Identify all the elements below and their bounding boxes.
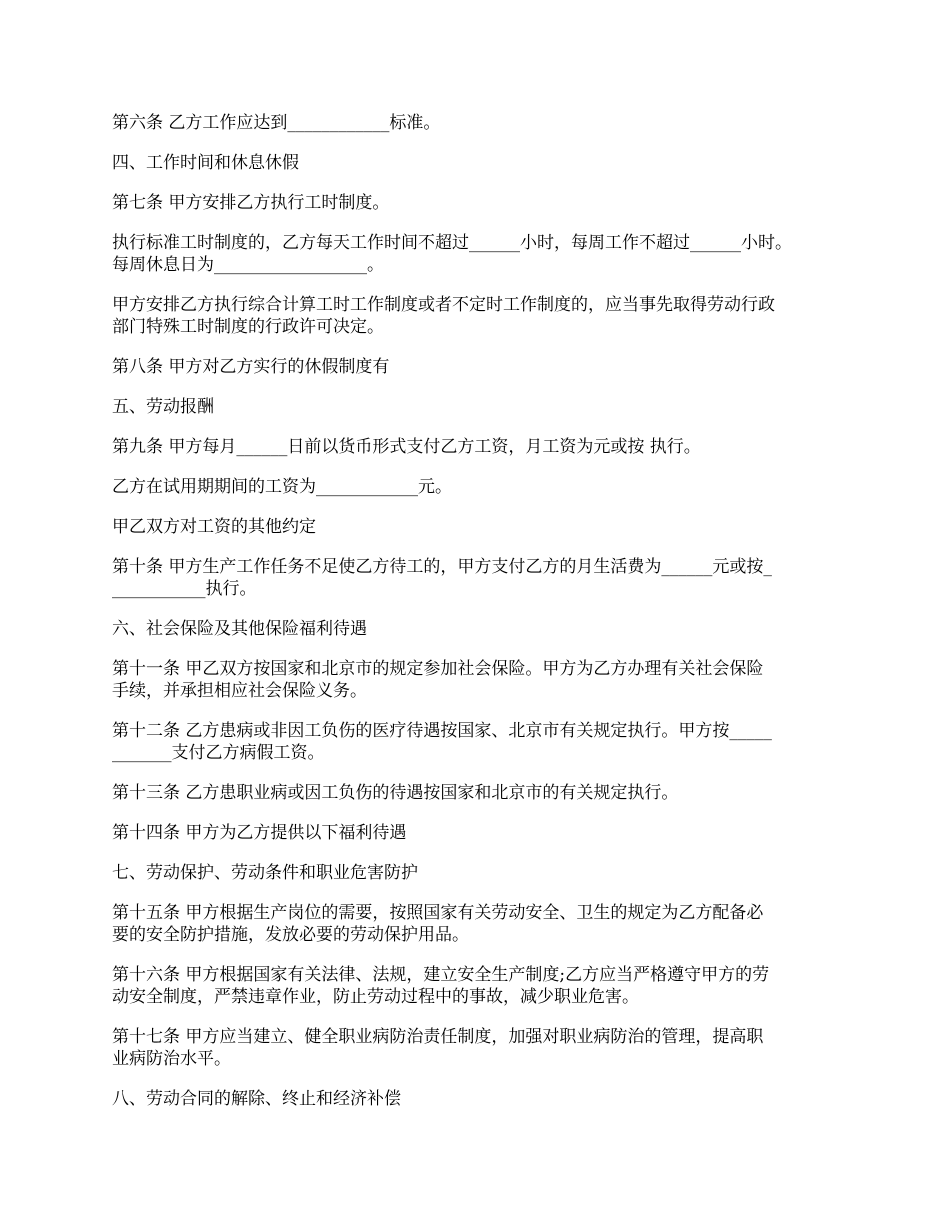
paragraph-line: _______支付乙方病假工资。	[112, 743, 325, 763]
paragraph	[112, 516, 852, 538]
paragraph	[112, 782, 852, 804]
paragraph-line: 第六条 乙方工作应达到____________标准。	[112, 113, 441, 133]
paragraph-line: 四、工作时间和休息休假	[112, 153, 299, 173]
paragraph-line: 第十一条 甲乙双方按国家和北京市的规定参加社会保险。甲方为乙方办理有关社会保险	[112, 659, 764, 679]
paragraph	[112, 720, 852, 764]
paragraph	[112, 618, 852, 640]
paragraph	[112, 862, 852, 884]
paragraph-line: 每周休息日为__________________。	[112, 255, 384, 275]
paragraph	[112, 1026, 852, 1070]
paragraph-line: 手续，并承担相应社会保险义务。	[112, 681, 367, 701]
paragraph	[112, 902, 852, 946]
paragraph	[112, 396, 852, 418]
paragraph-line: 第九条 甲方每月______日前以货币形式支付乙方工资，月工资为元或按 执行。	[112, 437, 701, 457]
paragraph	[112, 822, 852, 844]
paragraph-line: 甲方安排乙方执行综合计算工时工作制度或者不定时工作制度的，应当事先取得劳动行政	[112, 295, 775, 315]
paragraph	[112, 356, 852, 378]
paragraph	[112, 556, 852, 600]
paragraph	[112, 112, 852, 134]
paragraph-line: 第十六条 甲方根据国家有关法律、法规，建立安全生产制度;乙方应当严格遵守甲方的劳	[112, 965, 770, 985]
paragraph-line: 第十二条 乙方患病或非因工负伤的医疗待遇按国家、北京市有关规定执行。甲方按_____	[112, 721, 772, 741]
paragraph	[112, 294, 852, 338]
paragraph	[112, 152, 852, 174]
paragraph	[112, 476, 852, 498]
paragraph-line: 第十三条 乙方患职业病或因工负伤的待遇按国家和北京市的有关规定执行。	[112, 783, 679, 803]
paragraph	[112, 658, 852, 702]
paragraph	[112, 192, 852, 214]
paragraph-line: 六、社会保险及其他保险福利待遇	[112, 619, 367, 639]
paragraph-line: 要的安全防护措施，发放必要的劳动保护用品。	[112, 925, 469, 945]
paragraph-line: 八、劳动合同的解除、终止和经济补偿	[112, 1089, 401, 1109]
paragraph-line: 执行标准工时制度的，乙方每天工作时间不超过______小时，每周工作不超过______小时。	[112, 233, 792, 253]
paragraph	[112, 1088, 852, 1110]
paragraph-line: 业病防治水平。	[112, 1049, 231, 1069]
paragraph	[112, 232, 852, 276]
paragraph-line: 部门特殊工时制度的行政许可决定。	[112, 317, 384, 337]
paragraph-line: 七、劳动保护、劳动条件和职业危害防护	[112, 863, 418, 883]
paragraph-line: ___________执行。	[112, 579, 257, 599]
paragraph-line: 第十条 甲方生产工作任务不足使乙方待工的，甲方支付乙方的月生活费为______元或按_	[112, 557, 772, 577]
paragraph-line: 甲乙双方对工资的其他约定	[112, 517, 316, 537]
paragraph-line: 第十四条 甲方为乙方提供以下福利待遇	[112, 823, 407, 843]
paragraph-line: 乙方在试用期期间的工资为____________元。	[112, 477, 452, 497]
paragraph-line: 第八条 甲方对乙方实行的休假制度有	[112, 357, 390, 377]
paragraph	[112, 436, 852, 458]
paragraph-line: 五、劳动报酬	[112, 397, 214, 417]
paragraph-line: 第七条 甲方安排乙方执行工时制度。	[112, 193, 390, 213]
paragraph-line: 第十五条 甲方根据生产岗位的需要，按照国家有关劳动安全、卫生的规定为乙方配备必	[112, 903, 764, 923]
paragraph-line: 第十七条 甲方应当建立、健全职业病防治责任制度，加强对职业病防治的管理，提高职	[112, 1027, 764, 1047]
paragraph-line: 动安全制度，严禁违章作业，防止劳动过程中的事故，减少职业危害。	[112, 987, 639, 1007]
paragraph	[112, 964, 852, 1008]
